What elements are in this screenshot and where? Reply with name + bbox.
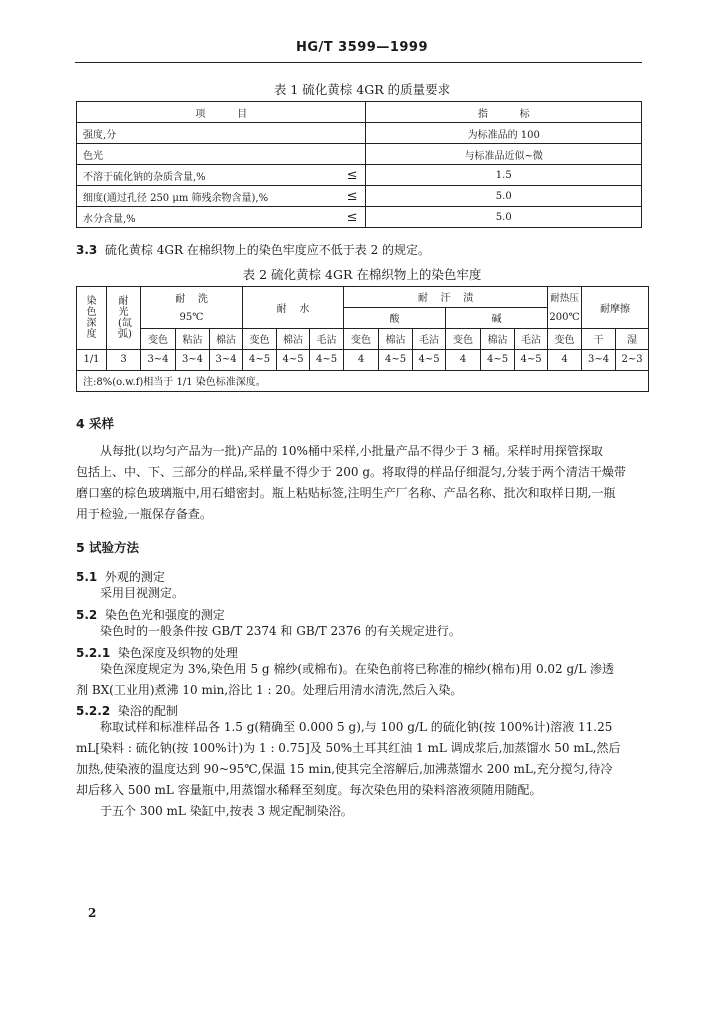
table-row (77, 144, 642, 165)
section-number: 5.2.1 (76, 646, 111, 660)
header-alkali: 碱 (446, 307, 548, 328)
section-number: 5.2.2 (76, 704, 111, 718)
header-sweat: 耐 汗 渍 (344, 287, 548, 308)
cell: 4~5 (379, 349, 413, 370)
section-title: 外观的测定 (104, 570, 165, 584)
row-item: 强度,分 (77, 123, 338, 144)
table2-caption: 表 2 硫化黄棕 4GR 在棉织物上的染色牢度 (242, 267, 482, 282)
cell: 1/1 (77, 349, 107, 370)
table1-caption: 表 1 硫化黄棕 4GR 的质量要求 (273, 82, 451, 97)
cell: 3~4 (141, 349, 176, 370)
paragraph-line: 却后移入 500 mL 容量瓶中,用蒸馏水稀释至刻度。每次染色用的染料溶液须随用随配。 (76, 783, 542, 797)
row-symbol: ≤ (338, 186, 366, 207)
row-value: 1.5 (366, 165, 642, 186)
row-value: 为标准品的 100 (366, 123, 642, 144)
cell: 4~5 (481, 349, 515, 370)
row-symbol (338, 144, 366, 165)
header-index: 指 标 (366, 102, 642, 123)
section-3-3 (76, 241, 430, 258)
row-value: 与标准品近似~微 (366, 144, 642, 165)
quality-requirements-table (76, 101, 642, 228)
sub-label: 毛沾 (310, 328, 344, 349)
paragraph-line: 于五个 300 mL 染缸中,按表 3 规定配制染浴。 (100, 804, 353, 818)
sub-label: 棉沾 (481, 328, 515, 349)
table-header-row (77, 307, 649, 328)
row-symbol: ≤ (338, 165, 366, 186)
header-rule (75, 62, 642, 63)
cell: 3~4 (210, 349, 243, 370)
paragraph-line: 从每批(以均匀产品为一批)产品的 10%桶中采样,小批量产品不得少于 3 桶。采样时用探管探取 (100, 444, 603, 458)
cell: 4~5 (413, 349, 446, 370)
table-note-row (77, 370, 649, 391)
section-5-2-1-body (76, 659, 642, 701)
sub-label: 毛沾 (413, 328, 446, 349)
paragraph-line: 包括上、中、下、三部分的样品,采样量不得少于 200 g。将取得的样品仔细混匀,分装于两个清洁干燥带 (76, 465, 626, 479)
header-light-text: 耐光(氙弧) (118, 295, 132, 340)
row-value: 5.0 (366, 186, 642, 207)
row-item: 水分含量,% (77, 207, 338, 228)
paragraph-line: mL[染料 : 硫化钠(按 100%计)为 1 : 0.75]及 50%土耳其红油 1 mL 调成浆后,加蒸馏水 50 mL,然后 (76, 741, 621, 755)
sub-label: 干 (582, 328, 616, 349)
header-hot-temp: 200℃ (548, 307, 582, 328)
sub-label: 变色 (243, 328, 277, 349)
section-5-title: 5 试验方法 (76, 540, 140, 555)
section-4-title: 4 采样 (76, 416, 115, 431)
header-item: 项 目 (77, 102, 366, 123)
row-item: 色光 (77, 144, 338, 165)
section-number: 5.1 (76, 570, 98, 584)
sub-label: 变色 (344, 328, 379, 349)
fastness-table (76, 286, 649, 392)
cell: 4~5 (277, 349, 310, 370)
header-depth-text: 染色深度 (86, 295, 97, 340)
sub-label: 棉沾 (379, 328, 413, 349)
section-text: 硫化黄棕 4GR 在棉织物上的染色牢度应不低于表 2 的规定。 (104, 243, 431, 257)
header-wash-temp: 95℃ (141, 307, 243, 328)
cell: 3~4 (582, 349, 616, 370)
cell: 4 (446, 349, 481, 370)
table-header-row (77, 287, 649, 308)
row-symbol (338, 123, 366, 144)
table-header-row (77, 102, 642, 123)
cell: 2~3 (616, 349, 649, 370)
header-rub: 耐摩擦 (582, 287, 649, 329)
section-number: 5.2 (76, 608, 98, 622)
paragraph-line: 称取试样和标准样品各 1.5 g(精确至 0.000 5 g),与 100 g/L 的硫化钠(按 100%计)溶液 11.25 (100, 720, 613, 734)
header-depth (77, 287, 107, 350)
header-light (107, 287, 141, 350)
section-5-1-text: 采用目视测定。 (100, 586, 185, 600)
page-number: 2 (88, 906, 97, 920)
sub-label: 变色 (446, 328, 481, 349)
header-wash: 耐 洗 (141, 287, 243, 308)
page-header: HG/T 3599—1999 (295, 40, 429, 55)
cell: 4 (548, 349, 582, 370)
sub-label: 湿 (616, 328, 649, 349)
table-row (77, 186, 642, 207)
sub-label: 棉沾 (210, 328, 243, 349)
section-title: 染色色光和强度的测定 (104, 608, 225, 622)
section-number: 3.3 (76, 243, 98, 257)
cell: 4~5 (310, 349, 344, 370)
table-row (77, 349, 649, 370)
table-subheader-row (77, 328, 649, 349)
header-hot: 耐热压 (548, 287, 582, 308)
header-water: 耐 水 (243, 287, 344, 329)
row-value: 5.0 (366, 207, 642, 228)
section-5-2-2-body (76, 717, 642, 822)
sub-label: 毛沾 (515, 328, 548, 349)
header-acid: 酸 (344, 307, 446, 328)
row-symbol: ≤ (338, 207, 366, 228)
section-5-2-text: 染色时的一般条件按 GB/T 2374 和 GB/T 2376 的有关规定进行。 (100, 624, 461, 638)
section-title: 染色深度及织物的处理 (117, 646, 238, 660)
paragraph-line: 染色深度规定为 3%,染色用 5 g 棉纱(或棉布)。在染色前将已称准的棉纱(棉布)用 0.02 g/L 渗透 (100, 662, 615, 676)
cell: 4 (344, 349, 379, 370)
sub-label: 变色 (548, 328, 582, 349)
sub-label: 棉沾 (277, 328, 310, 349)
sub-label: 粘沾 (176, 328, 210, 349)
section-title: 染浴的配制 (117, 704, 178, 718)
paragraph-line: 磨口塞的棕色玻璃瓶中,用石蜡密封。瓶上粘贴标签,注明生产厂名称、产品名称、批次和取样日期,一瓶 (76, 486, 616, 500)
row-item: 不溶于硫化钠的杂质含量,% (77, 165, 338, 186)
cell: 4~5 (243, 349, 277, 370)
table-row (77, 165, 642, 186)
row-item: 细度(通过孔径 250 μm 筛残余物含量),% (77, 186, 338, 207)
paragraph-line: 加热,使染液的温度达到 90~95℃,保温 15 min,使其完全溶解后,加沸蒸馏水 200 mL,充分搅匀,待冷 (76, 762, 613, 776)
cell: 3 (107, 349, 141, 370)
paragraph-line: 剂 BX(工业用)煮沸 10 min,浴比 1 : 20。处理后用清水清洗,然后入染。 (76, 683, 463, 697)
cell: 3~4 (176, 349, 210, 370)
cell: 4~5 (515, 349, 548, 370)
table-row (77, 123, 642, 144)
sub-label: 变色 (141, 328, 176, 349)
paragraph-line: 用于检验,一瓶保存备查。 (76, 507, 212, 521)
table-row (77, 207, 642, 228)
table-note: 注:8%(o.w.f)相当于 1/1 染色标准深度。 (77, 370, 649, 391)
section-4-body (76, 441, 642, 525)
